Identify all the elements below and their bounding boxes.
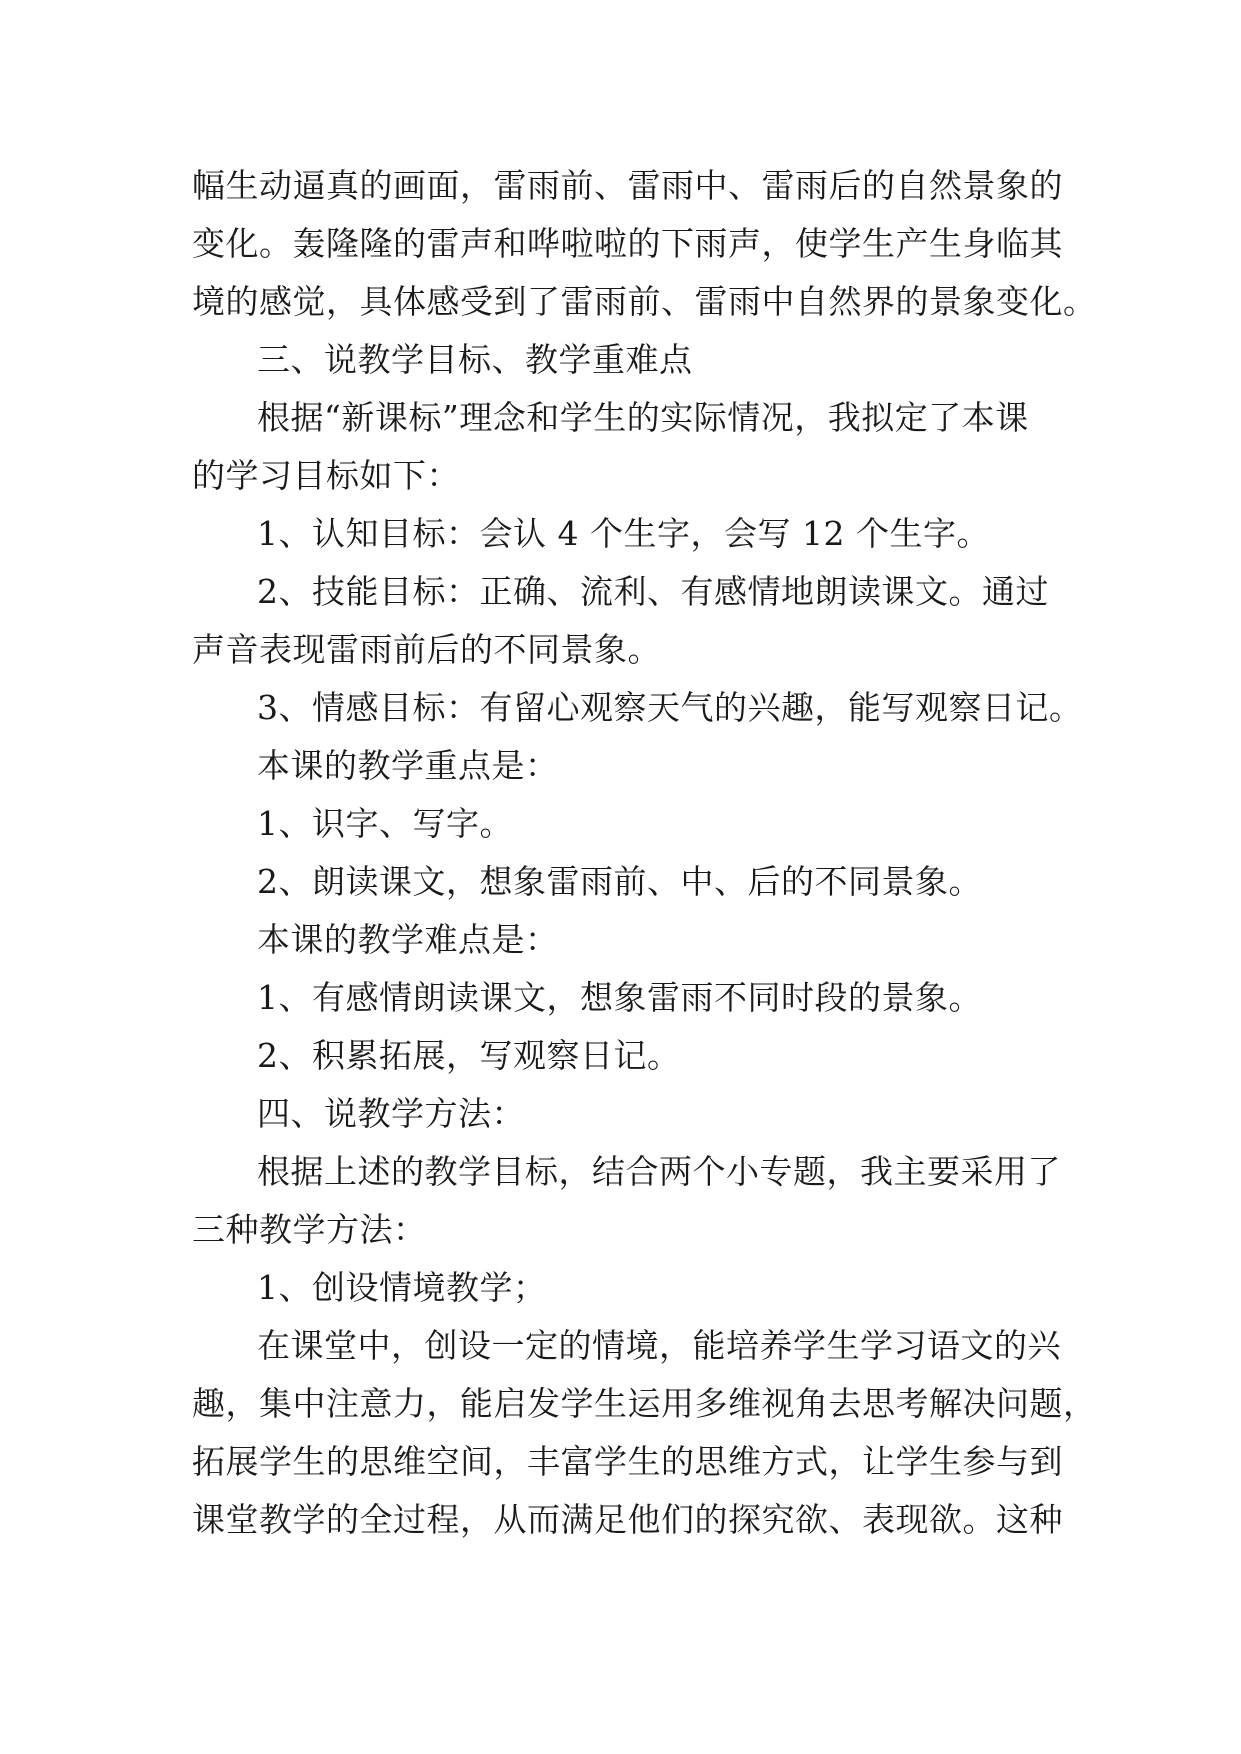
section-heading: 四、说教学方法：: [257, 1094, 525, 1133]
list-item: 2、积累拓展，写观察日记。: [257, 1036, 681, 1075]
paragraph-line: 本课的教学难点是：: [257, 920, 559, 959]
section-heading: 三、说教学目标、教学重难点: [257, 340, 693, 379]
list-item: 2、朗读课文，想象雷雨前、中、后的不同景象。: [257, 862, 982, 901]
paragraph-line: 变化。轰隆隆的雷声和哗啦啦的下雨声，使学生产生身临其: [192, 224, 1063, 263]
paragraph-line: 境的感觉，具体感受到了雷雨前、雷雨中自然界的景象变化。: [192, 282, 1097, 321]
paragraph-line: 声音表现雷雨前后的不同景象。: [192, 630, 661, 669]
paragraph-line: 趣，集中注意力，能启发学生运用多维视角去思考解决问题，: [192, 1384, 1097, 1423]
list-item: 1、识字、写字。: [257, 804, 513, 843]
paragraph-line: 根据“新课标”理念和学生的实际情况，我拟定了本课: [257, 398, 1029, 437]
paragraph-line: 幅生动逼真的画面，雷雨前、雷雨中、雷雨后的自然景象的: [192, 166, 1063, 205]
paragraph-line: 在课堂中，创设一定的情境，能培养学生学习语文的兴: [257, 1326, 1061, 1365]
paragraph-line: 课堂教学的全过程，从而满足他们的探究欲、表现欲。这种: [192, 1500, 1063, 1539]
list-item: 3、情感目标：有留心观察天气的兴趣，能写观察日记。: [257, 688, 1083, 727]
list-item: 1、创设情境教学；: [257, 1268, 547, 1307]
paragraph-line: 拓展学生的思维空间，丰富学生的思维方式，让学生参与到: [192, 1442, 1063, 1481]
list-item: 2、技能目标：正确、流利、有感情地朗读课文。通过: [257, 572, 1049, 611]
list-item: 1、有感情朗读课文，想象雷雨不同时段的景象。: [257, 978, 982, 1017]
paragraph-line: 根据上述的教学目标，结合两个小专题，我主要采用了: [257, 1152, 1061, 1191]
list-item: 1、认知目标：会认 4 个生字，会写 12 个生字。: [257, 514, 990, 553]
paragraph-line: 的学习目标如下：: [192, 456, 460, 495]
paragraph-line: 本课的教学重点是：: [257, 746, 559, 785]
paragraph-line: 三种教学方法：: [192, 1210, 427, 1249]
